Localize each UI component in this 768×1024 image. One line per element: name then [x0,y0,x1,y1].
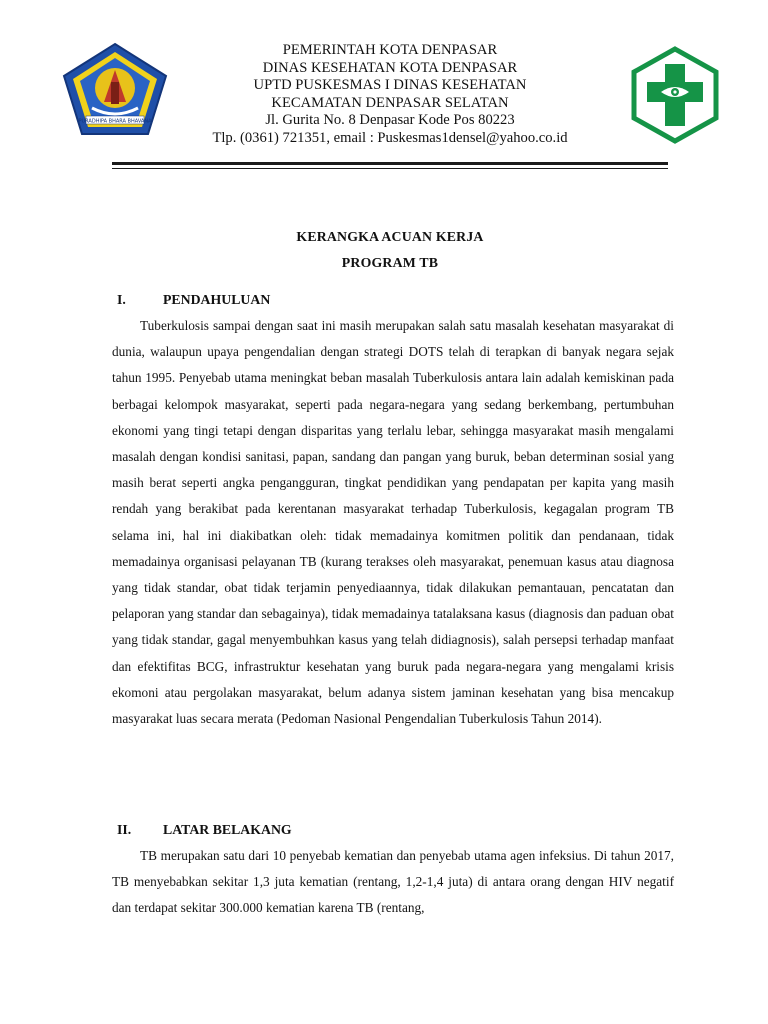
section-paragraph-pendahuluan: Tuberkulosis sampai dengan saat ini masih merupakan salah satu masalah kesehatan masyarakat di dunia, walaupun upaya pengendalian dengan strategi DOTS telah di terapkan di banyak negara sejak tahun 1995. Penyebab utama meningkat beban masalah Tuberkulosis antara lain adalah kemiskinan pada berbagai kelompok masyarakat, seperti pada negara-negara yang sedang berkembang, pertumbuhan ekonomi yang tingi tetapi dengan disparitas yang terlalu lebar, sehingga masyarakat masih mengalami masalah dengan kondisi sanitasi, papan, sandang dan pangan yang buruk, beban determinan sosial yang masih berat seperti angka pengangguran, tingkat pendidikan yang pendapatan per kapita yang masih rendah yang berakibat pada kerentanan masyarakat terhadap Tuberkulosis, kegagalan program TB selama ini, hal ini diakibatkan oleh: tidak memadainya komitmen politik dan pendanaan, tidak memadainya organisasi pelayanan TB (kurang terakses oleh masyarakat, penemuan kasus atau diagnosa yang tidak standar, obat tidak terjamin penyediaannya, tidak dilakukan pemantauan, pencatatan dan pelaporan yang standar dan sebagainya), tidak memadainya tatalaksana kasus (diagnosis dan paduan obat yang tidak standar, gagal menyembuhkan kasus yang telah didiagnosis), salah persepsi terhadap manfaat dan efektifitas BCG, infrastruktur kesehatan yang buruk pada negara-negara yang mengalami krisis ekomoni atau pergolakan masyarakat, belum adanya sistem jaminan kesehatan yang bisa mencakup masyarakat luas secara merata (Pedoman Nasional Pengendalian Tuberkulosis Tahun 2014). [112,318,674,727]
letterhead-address: Jl. Gurita No. 8 Denpasar Kode Pos 80223 [265,112,515,129]
document-subtitle: PROGRAM TB [341,255,439,270]
section-heading-pendahuluan [117,292,270,308]
section-heading-latar-belakang [117,822,292,838]
section-paragraph-latar-belakang: TB merupakan satu dari 10 penyebab kematian dan penyebab utama agen infeksius. Di tahun 2017, TB menyebabkan sekitar 1,3 juta kematian (rentang, 1,2-1,4 juta) di antara orang dengan HIV negatif dan terdapat sekitar 300.000 kematian karena TB (rentang, [112,848,674,916]
letterhead-contact: Tlp. (0361) 721351, email : Puskesmas1densel@yahoo.co.id [212,129,568,146]
letterhead [170,42,610,148]
section-number: II. [117,822,132,837]
letterhead-agency: DINAS KESEHATAN KOTA DENPASAR [262,59,518,76]
letterhead-divider-thin [112,168,668,169]
emblem-motto: PURADHIPA BHARA BHAVANA [78,118,152,125]
denpasar-city-emblem-icon [62,42,168,138]
section-title: PENDAHULUAN [163,292,271,307]
section-number: I. [117,292,126,307]
letterhead-divider-thick [112,162,668,165]
puskesmas-cross-icon [631,46,719,144]
letterhead-government: PEMERINTAH KOTA DENPASAR [282,42,498,58]
letterhead-unit: UPTD PUSKESMAS I DINAS KESEHATAN [253,77,527,94]
document-title: KERANGKA ACUAN KERJA [296,229,484,244]
section-title: LATAR BELAKANG [163,822,292,837]
letterhead-district: KECAMATAN DENPASAR SELATAN [271,94,509,111]
